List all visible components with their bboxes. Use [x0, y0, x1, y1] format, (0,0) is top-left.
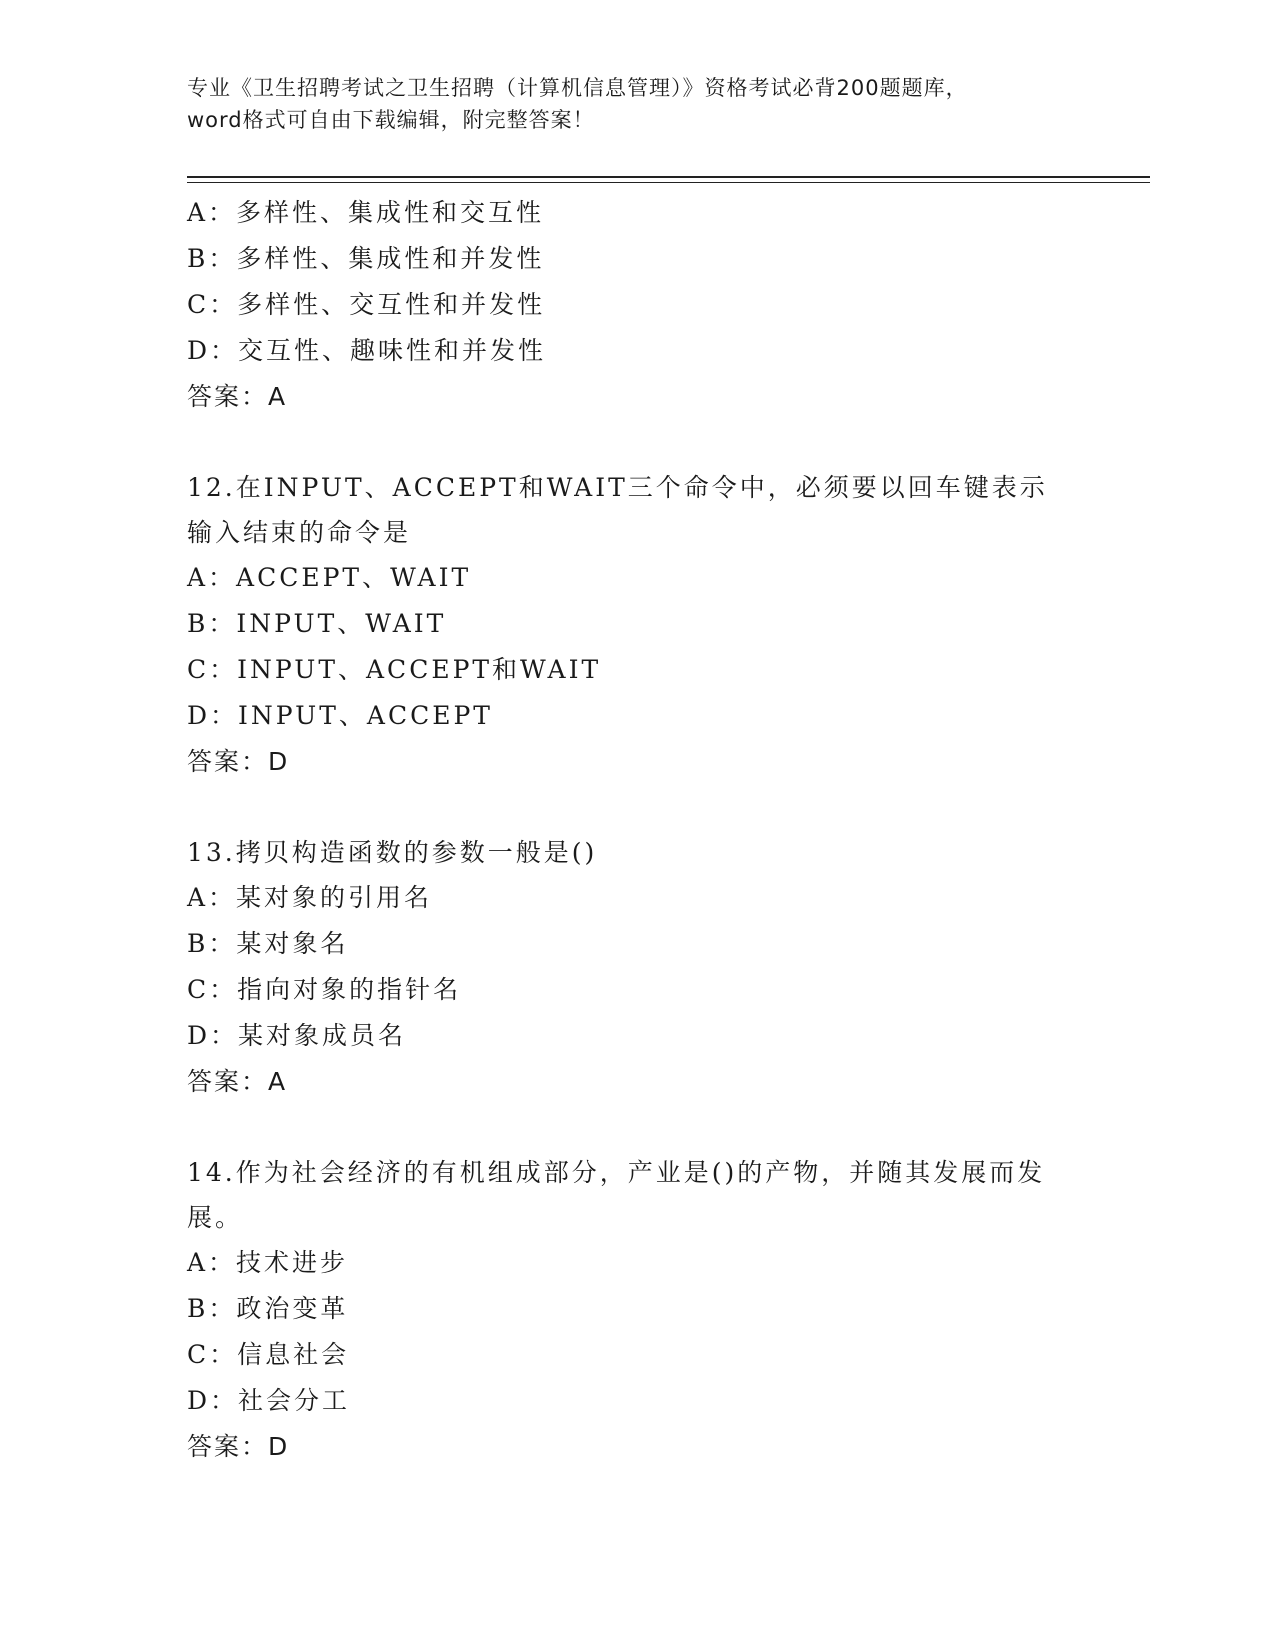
option-a: A：某对象的引用名	[187, 883, 433, 912]
option-d: D：交互性、趣味性和并发性	[187, 336, 547, 365]
header-title-line-1: 专业《卫生招聘考试之卫生招聘（计算机信息管理）》资格考试必背200题题库，	[187, 76, 968, 100]
question-text: 14.作为社会经济的有机组成部分，产业是()的产物，并随其发展而发展。	[187, 1158, 1046, 1232]
answer-line: 答案：A	[187, 1067, 288, 1096]
header-divider-thick	[187, 176, 1150, 178]
header-title-line-2: word格式可自由下载编辑，附完整答案！	[187, 108, 595, 132]
question-text: 13.拷贝构造函数的参数一般是()	[187, 838, 598, 867]
option-a: A：ACCEPT、WAIT	[187, 563, 472, 592]
question-block	[187, 830, 1087, 1105]
option-d: D：某对象成员名	[187, 1021, 407, 1050]
option-d: D：INPUT、ACCEPT	[187, 701, 493, 730]
question-text: 12.在INPUT、ACCEPT和WAIT三个命令中，必须要以回车键表示输入结束的命令是	[187, 473, 1048, 547]
document-header	[187, 72, 1087, 136]
option-b: B：多样性、集成性和并发性	[187, 244, 545, 273]
answer-line: 答案：A	[187, 382, 288, 411]
answer-line: 答案：D	[187, 1432, 290, 1461]
question-block	[187, 190, 1087, 420]
option-c: C：多样性、交互性和并发性	[187, 290, 546, 319]
option-b: B：某对象名	[187, 929, 349, 958]
option-a: A：多样性、集成性和交互性	[187, 198, 545, 227]
option-c: C：INPUT、ACCEPT和WAIT	[187, 655, 602, 684]
option-b: B：政治变革	[187, 1294, 349, 1323]
question-block	[187, 1150, 1087, 1470]
answer-line: 答案：D	[187, 747, 290, 776]
option-c: C：指向对象的指针名	[187, 975, 462, 1004]
option-c: C：信息社会	[187, 1340, 350, 1369]
option-d: D：社会分工	[187, 1386, 351, 1415]
option-b: B：INPUT、WAIT	[187, 609, 447, 638]
question-block	[187, 465, 1087, 785]
question-list	[187, 190, 1087, 1470]
option-a: A：技术进步	[187, 1248, 349, 1277]
header-divider-thin	[187, 182, 1150, 183]
